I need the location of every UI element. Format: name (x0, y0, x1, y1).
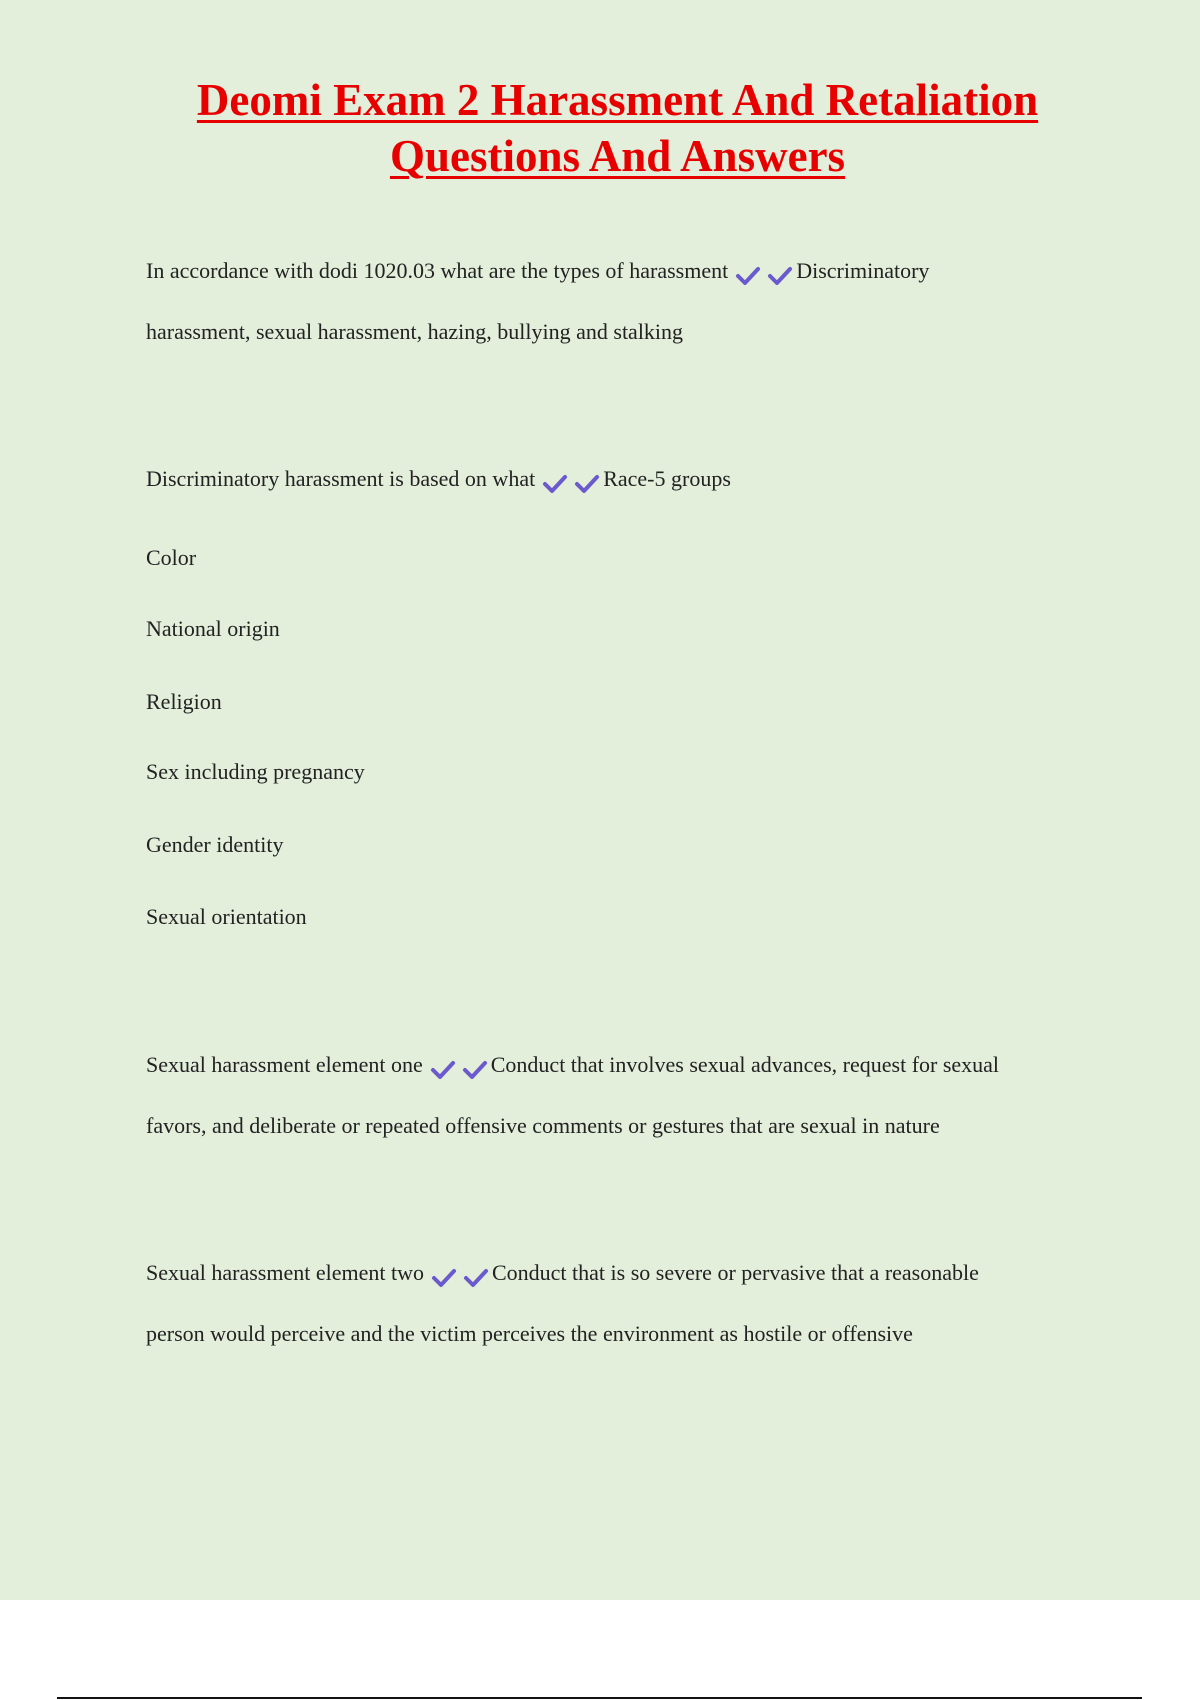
qa-3-answer-rest: favors, and deliberate or repeated offensive comments or gestures that are sexual in nature (146, 1113, 940, 1138)
list-item: Sex including pregnancy (146, 759, 365, 784)
qa-2-line-1 (146, 466, 731, 495)
title-line-2: Questions And Answers (389, 131, 846, 181)
footer-divider (57, 1697, 1142, 1699)
qa-3-line-1 (146, 1052, 999, 1081)
double-check-icon (734, 261, 794, 287)
qa-1-question: In accordance with dodi 1020.03 what are the types of harassment (146, 258, 729, 283)
qa-1-answer-start: Discriminatory (796, 258, 930, 283)
list-item: Sexual orientation (146, 904, 307, 929)
qa-4-line-1 (146, 1260, 979, 1289)
list-item: Religion (146, 689, 222, 714)
list-item: Gender identity (146, 832, 284, 857)
double-check-icon (541, 469, 601, 495)
double-check-icon (429, 1055, 489, 1081)
qa-4-question: Sexual harassment element two (146, 1260, 424, 1285)
qa-1-line-1 (146, 258, 929, 287)
qa-1-answer-rest: harassment, sexual harassment, hazing, bullying and stalking (146, 319, 684, 344)
qa-3-question: Sexual harassment element one (146, 1052, 423, 1077)
qa-4-answer-start: Conduct that is so severe or pervasive that a reasonable (491, 1260, 979, 1285)
document-title (60, 72, 1175, 184)
list-item: National origin (146, 616, 280, 641)
qa-2-question: Discriminatory harassment is based on what (146, 466, 536, 491)
qa-4-answer-rest: person would perceive and the victim perceives the environment as hostile or offensive (146, 1321, 913, 1346)
qa-3-answer-start: Conduct that involves sexual advances, request for sexual (490, 1052, 1000, 1077)
double-check-icon (430, 1263, 490, 1289)
list-item: Color (146, 545, 197, 570)
qa-2-answer-start: Race-5 groups (603, 466, 731, 491)
title-line-1: Deomi Exam 2 Harassment And Retaliation (196, 75, 1039, 125)
